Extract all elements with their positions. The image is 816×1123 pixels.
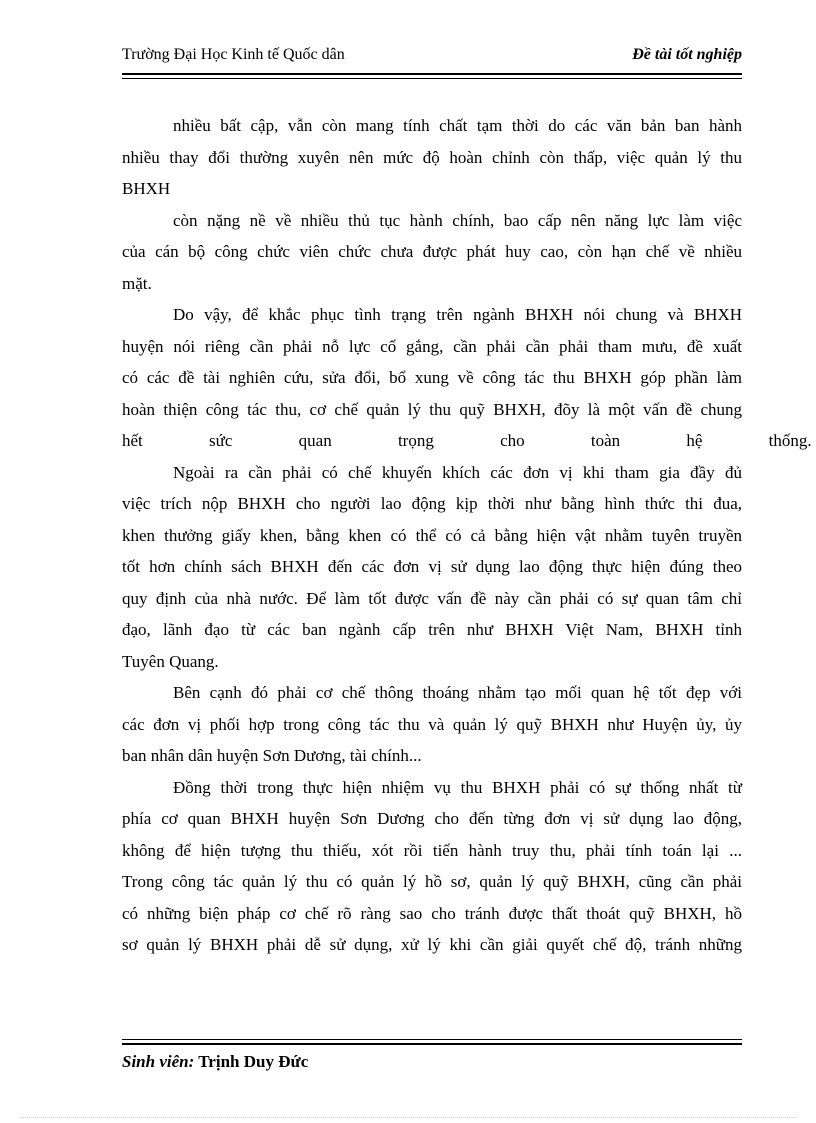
text-line: hoàn thiện công tác thu, cơ chế quản lý thu quỹ BHXH, đõy là một vấn đề chung [122, 399, 742, 419]
text-line: nhiều thay đổi thường xuyên nên mức độ hoàn chỉnh còn thấp, việc quản lý thu [122, 147, 742, 167]
text-line: Ngoài ra cần phải có chế khuyến khích các đơn vị khi tham gia đầy đủ [173, 462, 742, 482]
header-rule-top [122, 73, 742, 75]
text-line: khen thưởng giấy khen, bằng khen có thể có cả bằng hiện vật nhằm tuyên truyền [122, 525, 742, 545]
text-line: nhiều bất cập, vẫn còn mang tính chất tạm thời do các văn bản ban hành [173, 116, 742, 135]
footer-rule-top [122, 1039, 742, 1040]
text-line: Do vậy, để khắc phục tình trạng trên ngành BHXH nói chung và BHXH [173, 305, 742, 324]
text-line: BHXH [122, 179, 171, 198]
text-line: việc trích nộp BHXH cho người lao động kịp thời như bằng hình thức thi đua, [122, 494, 742, 513]
text-line: Bên cạnh đó phải cơ chế thông thoáng nhằm tạo mối quan hệ tốt đẹp với [173, 683, 742, 702]
text-line: tốt hơn chính sách BHXH đến các đơn vị sử dụng lao động thực hiện đúng theo [122, 557, 742, 576]
page-edge-dotted-line [20, 1117, 796, 1118]
text-line: phía cơ quan BHXH huyện Sơn Dương cho đến từng đơn vị sử dụng lao động, [122, 809, 742, 828]
text-line: Đồng thời trong thực hiện nhiệm vụ thu BHXH phải có sự thống nhất từ [173, 777, 742, 797]
text-line: của cán bộ công chức viên chức chưa được phát huy cao, còn hạn chế về nhiều [122, 242, 742, 261]
text-line: huyện nói riêng cần phải nỗ lực cố gắng, cần phải cần phải tham mưu, đề xuất [122, 336, 742, 356]
document-body [122, 110, 812, 961]
text-line: sơ quản lý BHXH phải dễ sử dụng, xử lý khi cần giải quyết chế độ, tránh những [122, 935, 742, 954]
page-header [122, 44, 742, 68]
footer-rule-bottom [122, 1043, 742, 1045]
text-line: đạo, lãnh đạo từ các ban ngành cấp trên như BHXH Việt Nam, BHXH tỉnh [122, 620, 742, 639]
text-line: các đơn vị phối hợp trong công tác thu và quản lý quỹ BHXH như Huyện ủy, ủy [122, 714, 742, 734]
text-line: Tuyên Quang. [122, 651, 219, 671]
text-line: quy định của nhà nước. Để làm tốt được vấn đề này cần phải có sự quan tâm chỉ [122, 588, 742, 608]
student-label: Sinh viên: [122, 1052, 195, 1071]
text-line: không để hiện tượng thu thiếu, xót rồi tiến hành truy thu, phải tính toán lại ... [122, 840, 742, 860]
page-footer [122, 1052, 308, 1072]
header-rule-bottom [122, 78, 742, 79]
text-line: hết sức quan trọng cho toàn hệ thống. [122, 431, 812, 450]
school-name: Trường Đại Học Kinh tế Quốc dân [122, 46, 345, 63]
text-line: ban nhân dân huyện Sơn Dương, tài chính... [122, 746, 422, 765]
text-line: có các đề tài nghiên cứu, sửa đổi, bổ xung về công tác thu BHXH góp phần làm [122, 368, 742, 387]
text-line: còn nặng nề về nhiều thủ tục hành chính, bao cấp nên năng lực làm việc [173, 210, 742, 230]
text-line: Trong công tác quản lý thu có quản lý hồ sơ, quản lý quỹ BHXH, cũng cần phải [122, 872, 742, 891]
text-line: mặt. [122, 273, 152, 293]
thesis-title: Đề tài tốt nghiệp [632, 46, 742, 63]
text-line: có những biện pháp cơ chế rõ ràng sao cho tránh được thất thoát quỹ BHXH, hồ [122, 903, 742, 923]
student-name: Trịnh Duy Đức [198, 1052, 309, 1071]
